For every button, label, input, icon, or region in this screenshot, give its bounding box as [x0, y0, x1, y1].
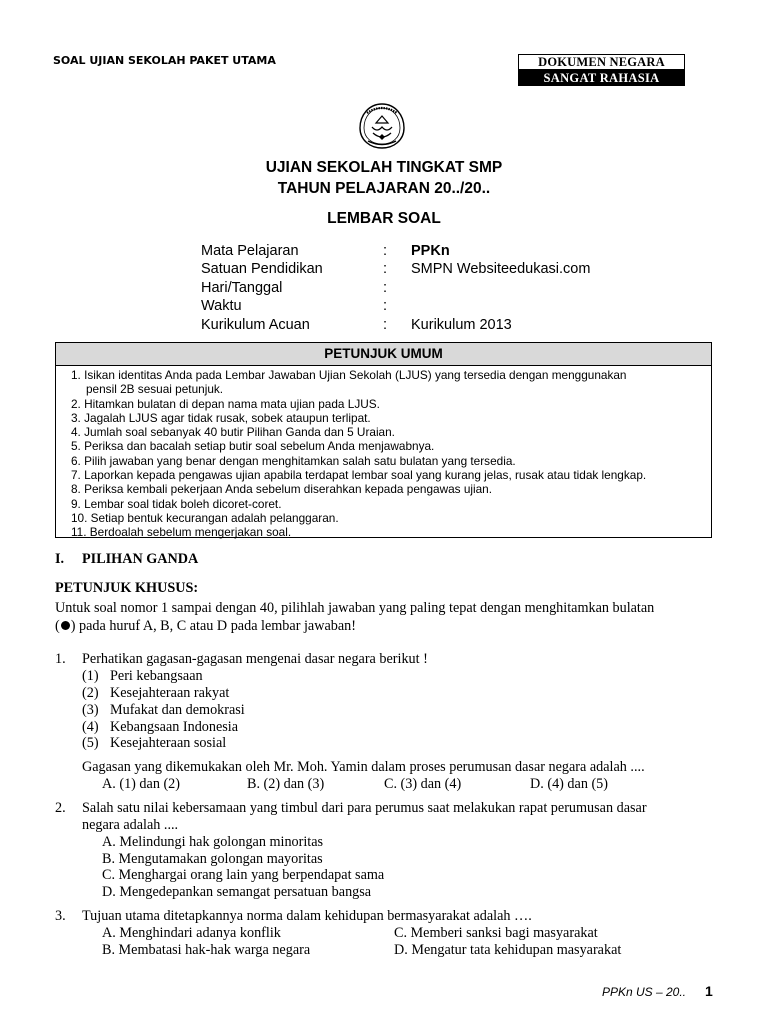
special-instructions-line1: Untuk soal nomor 1 sampai dengan 40, pilihlah jawaban yang paling tepat dengan menghitamkan bulatan — [55, 600, 655, 616]
question-number: 3. — [55, 908, 66, 924]
answer-option: B. Mengutamakan golongan mayoritas — [102, 851, 323, 867]
instruction-item: 2. Hitamkan bulatan di depan nama mata ujian pada LJUS. — [71, 396, 380, 411]
list-item: Peri kebangsaan — [110, 668, 203, 684]
answer-option: C. Menghargai orang lain yang berpendapat sama — [102, 867, 385, 883]
info-value: Kurikulum 2013 — [411, 317, 512, 333]
question-stem: Salah satu nilai kebersamaan yang timbul dari para perumus saat melakukan rapat perumusan dasar — [82, 800, 647, 816]
instruction-item: 4. Jumlah soal sebanyak 40 butir Pilihan Ganda dan 5 Uraian. — [71, 425, 395, 440]
answer-option: A. Menghindari adanya konflik — [102, 925, 281, 941]
info-colon: : — [383, 243, 388, 259]
info-label: Waktu — [201, 298, 242, 314]
answer-option: B. Membatasi hak-hak warga negara — [102, 942, 311, 958]
answer-option: D. Mengatur tata kehidupan masyarakat — [394, 942, 622, 958]
filled-circle-icon — [61, 621, 70, 630]
answer-option: D. Mengedepankan semangat persatuan bangsa — [102, 884, 372, 900]
instruction-item: 3. Jagalah LJUS agar tidak rusak, sobek ataupun terlipat. — [71, 410, 371, 425]
answer-option: C. Memberi sanksi bagi masyarakat — [394, 925, 598, 941]
answer-option: A. (1) dan (2) — [102, 776, 181, 792]
info-label: Satuan Pendidikan — [201, 261, 323, 277]
instruction-item: 7. Laporkan kepada pengawas ujian apabila terdapat lembar soal yang kurang jelas, rusak atau tidak lengkap. — [71, 468, 647, 483]
instruction-item: 9. Lembar soal tidak boleh dicoret-coret. — [71, 496, 282, 511]
answer-option: D. (4) dan (5) — [530, 776, 609, 792]
info-label: Hari/Tanggal — [201, 280, 283, 296]
footer-label: PPKn US – 20.. — [601, 985, 686, 999]
paren-open: ( — [55, 618, 60, 634]
list-item-number: (4) — [82, 719, 99, 735]
question-prompt: Gagasan yang dikemukakan oleh Mr. Moh. Yamin dalam proses perumusan dasar negara adalah .... — [82, 759, 645, 775]
question-stem: Perhatikan gagasan-gagasan mengenai dasar negara berikut ! — [82, 651, 428, 667]
instruction-item: 11. Berdoalah sebelum mengerjakan soal. — [71, 525, 292, 540]
academic-year-title: TAHUN PELAJARAN 20../20.. — [277, 180, 491, 197]
classification-stamp — [518, 54, 685, 86]
list-item-number: (1) — [82, 668, 99, 684]
section-number: I. — [55, 551, 65, 567]
answer-option: C. (3) dan (4) — [384, 776, 462, 792]
question-stem-continued: negara adalah .... — [82, 817, 179, 833]
tut-wuri-handayani-logo-icon — [357, 103, 407, 149]
list-item-number: (3) — [82, 702, 99, 718]
info-label: Mata Pelajaran — [201, 243, 299, 259]
general-instructions-heading: PETUNJUK UMUM — [56, 343, 711, 366]
info-label: Kurikulum Acuan — [201, 317, 310, 333]
info-colon: : — [383, 261, 388, 277]
instruction-item: 6. Pilih jawaban yang benar dengan menghitamkan salah satu bulatan yang tersedia. — [71, 453, 516, 468]
question-stem: Tujuan utama ditetapkannya norma dalam kehidupan bermasyarakat adalah …. — [82, 908, 532, 924]
list-item: Kebangsaan Indonesia — [110, 719, 239, 735]
general-instructions-list — [56, 366, 711, 540]
question-number: 1. — [55, 651, 66, 667]
info-colon: : — [383, 298, 388, 314]
answer-option: A. Melindungi hak golongan minoritas — [102, 834, 324, 850]
exam-title: UJIAN SEKOLAH TINGKAT SMP — [265, 159, 503, 176]
section-title: PILIHAN GANDA — [82, 551, 199, 567]
info-value: SMPN Websiteedukasi.com — [411, 261, 591, 277]
stamp-bottom-label: SANGAT RAHASIA — [518, 70, 685, 86]
list-item: Mufakat dan demokrasi — [110, 702, 245, 718]
list-item: Kesejahteraan rakyat — [110, 685, 230, 701]
list-item-number: (5) — [82, 735, 99, 751]
special-instructions-line2 — [55, 618, 356, 635]
general-instructions-box — [55, 342, 712, 538]
info-value: PPKn — [411, 243, 450, 259]
question-sheet-title: LEMBAR SOAL — [327, 210, 441, 227]
info-colon: : — [383, 317, 388, 333]
question-number: 2. — [55, 800, 66, 816]
answer-option: B. (2) dan (3) — [247, 776, 325, 792]
exam-package-label: SOAL UJIAN SEKOLAH PAKET UTAMA — [53, 54, 276, 67]
instruction-item: 5. Periksa dan bacalah setiap butir soal sebelum Anda menjawabnya. — [71, 439, 435, 454]
instruction-item: 10. Setiap bentuk kecurangan adalah pelanggaran. — [71, 510, 339, 525]
instruction-item: 8. Periksa kembali pekerjaan Anda sebelum diserahkan kepada pengawas ujian. — [71, 482, 493, 497]
page-number: 1 — [705, 983, 713, 999]
special-instructions-line2-text: ) pada huruf A, B, C atau D pada lembar jawaban! — [70, 618, 356, 634]
instruction-item: pensil 2B sesuai petunjuk. — [86, 382, 224, 397]
info-colon: : — [383, 280, 388, 296]
instruction-item: 1. Isikan identitas Anda pada Lembar Jawaban Ujian Sekolah (LJUS) yang tersedia dengan menggunakan — [71, 368, 627, 382]
list-item: Kesejahteraan sosial — [110, 735, 227, 751]
list-item-number: (2) — [82, 685, 99, 701]
stamp-top-label: DOKUMEN NEGARA — [518, 54, 685, 70]
special-instructions-heading: PETUNJUK KHUSUS: — [55, 580, 199, 596]
